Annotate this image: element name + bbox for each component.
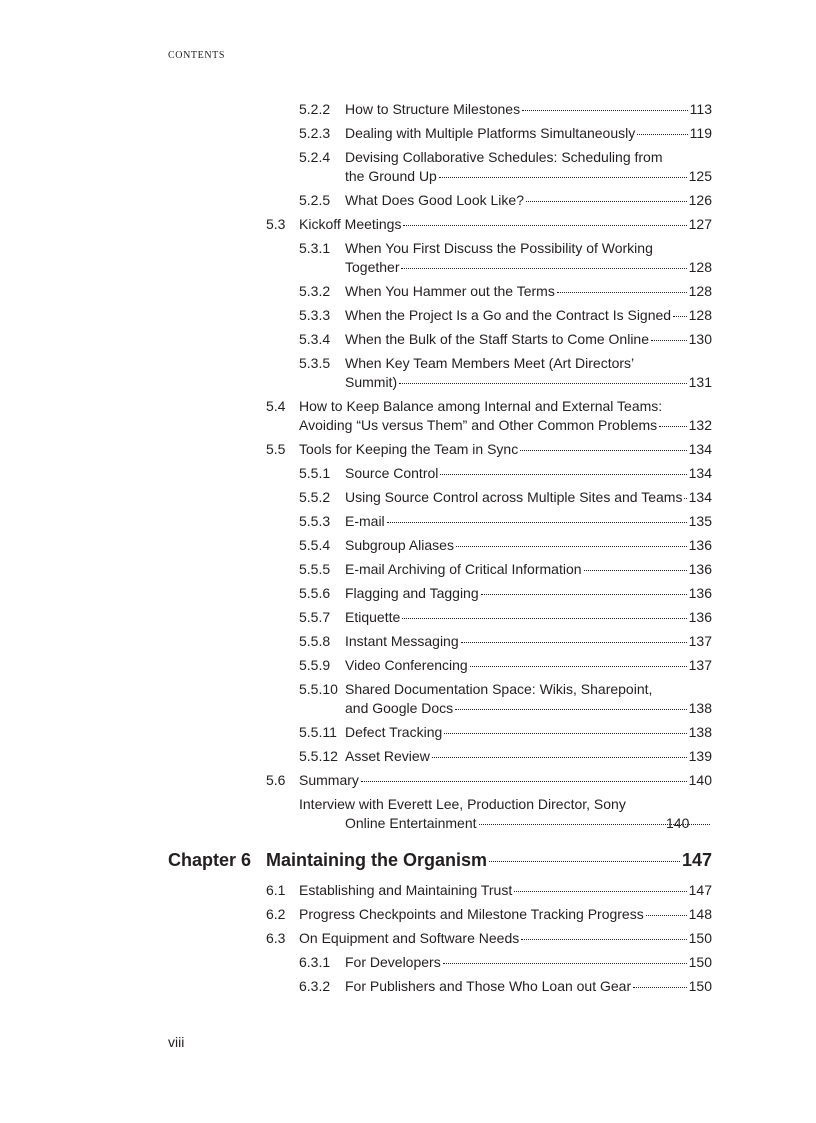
toc-entry-title: Dealing with Multiple Platforms Simultaneously bbox=[345, 125, 636, 141]
toc-entry bbox=[0, 608, 816, 632]
toc-list-chapter-5 bbox=[0, 100, 816, 838]
leader-dots bbox=[659, 425, 686, 427]
leader-dots bbox=[479, 823, 710, 825]
toc-entry bbox=[0, 397, 816, 440]
toc-entry bbox=[0, 354, 816, 397]
toc-entry-number: 5.5.7 bbox=[299, 609, 331, 625]
toc-entry-number: 6.3.2 bbox=[299, 978, 331, 994]
toc-entry bbox=[0, 905, 816, 929]
toc-entry-body bbox=[345, 330, 712, 349]
toc-entry-page: 130 bbox=[688, 331, 712, 347]
toc-entry bbox=[0, 306, 816, 330]
toc-entry-number: 5.3.4 bbox=[299, 331, 331, 347]
chapter-page: 147 bbox=[681, 850, 712, 870]
leader-dots bbox=[403, 224, 686, 226]
leader-dots bbox=[584, 569, 687, 571]
toc-entry-number: 5.3.5 bbox=[299, 355, 331, 371]
toc-entry-number: 5.5.8 bbox=[299, 633, 331, 649]
toc-entry-body bbox=[345, 723, 712, 742]
toc-entry-number: 5.6 bbox=[266, 772, 286, 788]
toc-entry bbox=[0, 215, 816, 239]
toc-entry-title: When the Bulk of the Staff Starts to Come Online bbox=[345, 331, 650, 347]
toc-entry-title: For Developers bbox=[345, 954, 441, 970]
toc-entry bbox=[0, 560, 816, 584]
toc-entry-number: 5.3.2 bbox=[299, 283, 331, 299]
leader-dots bbox=[444, 732, 686, 734]
toc-entry-body bbox=[299, 929, 712, 948]
toc-entry-title: Avoiding “Us versus Them” and Other Common Problems bbox=[299, 417, 658, 433]
toc-entry-title-first-line: Devising Collaborative Schedules: Scheduling from bbox=[345, 149, 663, 165]
toc-entry bbox=[0, 771, 816, 795]
leader-dots bbox=[387, 521, 687, 523]
toc-entry-body bbox=[345, 680, 712, 718]
leader-dots bbox=[481, 593, 687, 595]
toc-entry-body bbox=[345, 632, 712, 651]
toc-entry-body bbox=[345, 239, 712, 277]
toc-entry-number: 5.5.11 bbox=[299, 724, 337, 740]
toc-entry bbox=[0, 124, 816, 148]
toc-entry bbox=[0, 282, 816, 306]
leader-dots bbox=[557, 291, 687, 293]
toc-entry-page: 135 bbox=[688, 513, 712, 529]
leader-dots bbox=[646, 914, 687, 916]
toc-entry-number: 5.2.2 bbox=[299, 101, 331, 117]
table-of-contents bbox=[0, 100, 816, 1001]
toc-entry bbox=[0, 488, 816, 512]
toc-list-chapter-6 bbox=[0, 881, 816, 1001]
toc-entry-title-first-line: When You First Discuss the Possibility of Working bbox=[345, 240, 653, 256]
toc-entry-title: For Publishers and Those Who Loan out Gear bbox=[345, 978, 632, 994]
toc-entry-title-first-line: Interview with Everett Lee, Production Director, Sony bbox=[299, 796, 626, 812]
toc-entry bbox=[0, 191, 816, 215]
toc-entry-number: 5.2.4 bbox=[299, 149, 331, 165]
toc-entry-title: Subgroup Aliases bbox=[345, 537, 454, 553]
toc-entry-number: 5.5.3 bbox=[299, 513, 331, 529]
toc-entry-page: 138 bbox=[688, 724, 712, 740]
leader-dots bbox=[637, 133, 687, 135]
leader-dots bbox=[684, 497, 686, 499]
toc-entry-number: 5.2.5 bbox=[299, 192, 331, 208]
toc-entry bbox=[0, 536, 816, 560]
toc-entry-page: 127 bbox=[688, 216, 712, 232]
toc-entry-number: 5.4 bbox=[266, 398, 286, 414]
leader-dots bbox=[402, 617, 686, 619]
toc-entry-body bbox=[345, 124, 712, 143]
toc-entry bbox=[0, 953, 816, 977]
toc-entry-title: Online Entertainment bbox=[345, 815, 477, 831]
leader-dots bbox=[401, 267, 686, 269]
toc-entry-page: 131 bbox=[688, 374, 712, 390]
leader-dots bbox=[461, 641, 687, 643]
toc-entry bbox=[0, 881, 816, 905]
toc-entry-page: 128 bbox=[688, 259, 712, 275]
toc-entry-number: 6.2 bbox=[266, 906, 286, 922]
toc-entry-body bbox=[345, 536, 712, 555]
toc-entry-title: Video Conferencing bbox=[345, 657, 468, 673]
toc-entry-body bbox=[299, 771, 712, 790]
leader-dots bbox=[521, 938, 686, 940]
chapter-body bbox=[266, 848, 712, 872]
leader-dots bbox=[399, 382, 687, 384]
toc-entry-title: Using Source Control across Multiple Sites and Teams bbox=[345, 489, 683, 505]
toc-entry-title: and Google Docs bbox=[345, 700, 454, 716]
toc-entry-body bbox=[345, 282, 712, 301]
toc-entry-body bbox=[299, 881, 712, 900]
toc-entry-body bbox=[345, 354, 712, 392]
toc-entry-title: Establishing and Maintaining Trust bbox=[299, 882, 513, 898]
toc-entry-page: 136 bbox=[688, 561, 712, 577]
toc-entry bbox=[0, 512, 816, 536]
leader-dots bbox=[651, 339, 687, 341]
toc-entry-title: Flagging and Tagging bbox=[345, 585, 479, 601]
toc-entry-body bbox=[345, 512, 712, 531]
toc-entry-page: 119 bbox=[689, 125, 712, 141]
leader-dots bbox=[470, 665, 687, 667]
toc-entry-title: Progress Checkpoints and Milestone Tracking Progress bbox=[299, 906, 644, 922]
toc-entry-title: Together bbox=[345, 259, 400, 275]
toc-entry-number: 5.5.9 bbox=[299, 657, 331, 673]
leader-dots bbox=[432, 756, 687, 758]
toc-entry-title: When the Project Is a Go and the Contract Is Signed bbox=[345, 307, 672, 323]
toc-entry-body bbox=[345, 560, 712, 579]
toc-entry-body bbox=[345, 306, 712, 325]
leader-dots bbox=[455, 708, 686, 710]
toc-entry-number: 5.3.3 bbox=[299, 307, 331, 323]
toc-entry-page: 140 bbox=[688, 772, 712, 788]
toc-entry-title: E-mail bbox=[345, 513, 385, 529]
toc-entry-page: 134 bbox=[688, 489, 712, 505]
toc-entry-body bbox=[345, 488, 712, 507]
toc-entry bbox=[0, 100, 816, 124]
toc-entry-body bbox=[345, 584, 712, 603]
leader-dots bbox=[439, 176, 687, 178]
chapter-label: Chapter 6 bbox=[168, 850, 252, 870]
toc-entry bbox=[0, 464, 816, 488]
toc-entry bbox=[0, 239, 816, 282]
toc-entry-page: 148 bbox=[688, 906, 712, 922]
chapter-heading bbox=[0, 848, 816, 881]
toc-entry-number: 5.5.12 bbox=[299, 748, 338, 764]
toc-entry bbox=[0, 656, 816, 680]
toc-entry-title: On Equipment and Software Needs bbox=[299, 930, 520, 946]
toc-entry bbox=[0, 148, 816, 191]
toc-entry-page: 134 bbox=[688, 441, 712, 457]
toc-entry-number: 5.5.2 bbox=[299, 489, 331, 505]
toc-entry-number: 5.3 bbox=[266, 216, 286, 232]
toc-entry-body bbox=[299, 905, 712, 924]
toc-entry-number: 5.3.1 bbox=[299, 240, 331, 256]
toc-entry-page: 134 bbox=[688, 465, 712, 481]
leader-dots bbox=[514, 890, 686, 892]
toc-entry-title: Source Control bbox=[345, 465, 439, 481]
leader-dots bbox=[361, 780, 687, 782]
toc-entry-page: 128 bbox=[688, 283, 712, 299]
toc-entry-page: 150 bbox=[688, 930, 712, 946]
toc-entry-body bbox=[345, 191, 712, 210]
page-folio: viii bbox=[168, 1034, 185, 1050]
toc-entry-body bbox=[345, 464, 712, 483]
toc-entry bbox=[0, 977, 816, 1001]
toc-entry-body: Interview with Everett Lee, Production Director, Sony Online Entertainment 140 bbox=[299, 795, 712, 833]
leader-dots bbox=[633, 986, 687, 988]
running-head: CONTENTS bbox=[168, 50, 226, 61]
toc-entry-number: 6.1 bbox=[266, 882, 286, 898]
toc-entry-page: 137 bbox=[688, 657, 712, 673]
toc-entry-title-first-line: How to Keep Balance among Internal and External Teams: bbox=[299, 398, 663, 414]
leader-dots bbox=[443, 962, 687, 964]
toc-entry-page: 132 bbox=[688, 417, 712, 433]
toc-entry-title: Kickoff Meetings bbox=[299, 216, 402, 232]
toc-entry bbox=[0, 330, 816, 354]
toc-entry bbox=[0, 680, 816, 723]
toc-entry-number: 5.5.1 bbox=[299, 465, 331, 481]
toc-entry-title: Tools for Keeping the Team in Sync bbox=[299, 441, 519, 457]
toc-entry-page: 150 bbox=[688, 954, 712, 970]
toc-entry-title: Etiquette bbox=[345, 609, 401, 625]
toc-entry bbox=[0, 795, 816, 838]
leader-dots bbox=[456, 545, 687, 547]
toc-entry-body bbox=[345, 100, 712, 119]
toc-entry-number: 5.5.5 bbox=[299, 561, 331, 577]
toc-entry-number: 6.3.1 bbox=[299, 954, 331, 970]
toc-entry-body bbox=[299, 440, 712, 459]
toc-entry-page: 125 bbox=[688, 168, 712, 184]
toc-entry-page: 128 bbox=[688, 307, 712, 323]
toc-entry-body bbox=[345, 148, 712, 186]
toc-entry-title: the Ground Up bbox=[345, 168, 437, 184]
toc-entry-title: Summit) bbox=[345, 374, 398, 390]
toc-entry-title: Instant Messaging bbox=[345, 633, 459, 649]
leader-dots bbox=[522, 109, 688, 111]
toc-entry bbox=[0, 440, 816, 464]
toc-entry-body bbox=[345, 977, 712, 996]
toc-entry-title-first-line: When Key Team Members Meet (Art Directors’ bbox=[345, 355, 635, 371]
toc-entry-number: 6.3 bbox=[266, 930, 286, 946]
toc-entry-page: 113 bbox=[689, 101, 712, 117]
toc-entry bbox=[0, 929, 816, 953]
toc-entry-page: 138 bbox=[688, 700, 712, 716]
toc-entry bbox=[0, 584, 816, 608]
toc-entry-title-first-line: Shared Documentation Space: Wikis, Sharepoint, bbox=[345, 681, 653, 697]
toc-entry-page: 150 bbox=[688, 978, 712, 994]
toc-entry-page: 136 bbox=[688, 585, 712, 601]
toc-entry-title: E-mail Archiving of Critical Information bbox=[345, 561, 582, 577]
toc-entry-page: 126 bbox=[688, 192, 712, 208]
toc-entry-body bbox=[345, 747, 712, 766]
toc-entry bbox=[0, 632, 816, 656]
toc-entry-number: 5.5.4 bbox=[299, 537, 331, 553]
toc-entry-body bbox=[299, 215, 712, 234]
toc-entry-page: 136 bbox=[688, 609, 712, 625]
toc-entry-title: What Does Good Look Like? bbox=[345, 192, 524, 208]
leader-dots bbox=[489, 860, 680, 862]
toc-entry-title: How to Structure Milestones bbox=[345, 101, 521, 117]
toc-entry-body bbox=[345, 608, 712, 627]
toc-entry-title: Asset Review bbox=[345, 748, 430, 764]
leader-dots bbox=[673, 315, 687, 317]
toc-entry-body bbox=[345, 953, 712, 972]
toc-entry-title: When You Hammer out the Terms bbox=[345, 283, 555, 299]
leader-dots bbox=[526, 200, 687, 202]
leader-dots bbox=[520, 449, 686, 451]
toc-entry-page: 137 bbox=[688, 633, 712, 649]
toc-entry bbox=[0, 747, 816, 771]
toc-entry-number: 5.5.10 bbox=[299, 681, 338, 697]
toc-entry-number: 5.5 bbox=[266, 441, 286, 457]
toc-entry-body bbox=[299, 397, 712, 435]
toc-entry bbox=[0, 723, 816, 747]
toc-entry-page: 136 bbox=[688, 537, 712, 553]
toc-entry-title: Summary bbox=[299, 772, 359, 788]
chapter-title: Maintaining the Organism bbox=[266, 850, 488, 870]
toc-entry-body bbox=[345, 656, 712, 675]
toc-entry-title: Defect Tracking bbox=[345, 724, 443, 740]
toc-entry-number: 5.5.6 bbox=[299, 585, 331, 601]
leader-dots bbox=[440, 473, 686, 475]
toc-entry-page: 147 bbox=[688, 882, 712, 898]
toc-entry-number: 5.2.3 bbox=[299, 125, 331, 141]
toc-entry-page: 139 bbox=[688, 748, 712, 764]
